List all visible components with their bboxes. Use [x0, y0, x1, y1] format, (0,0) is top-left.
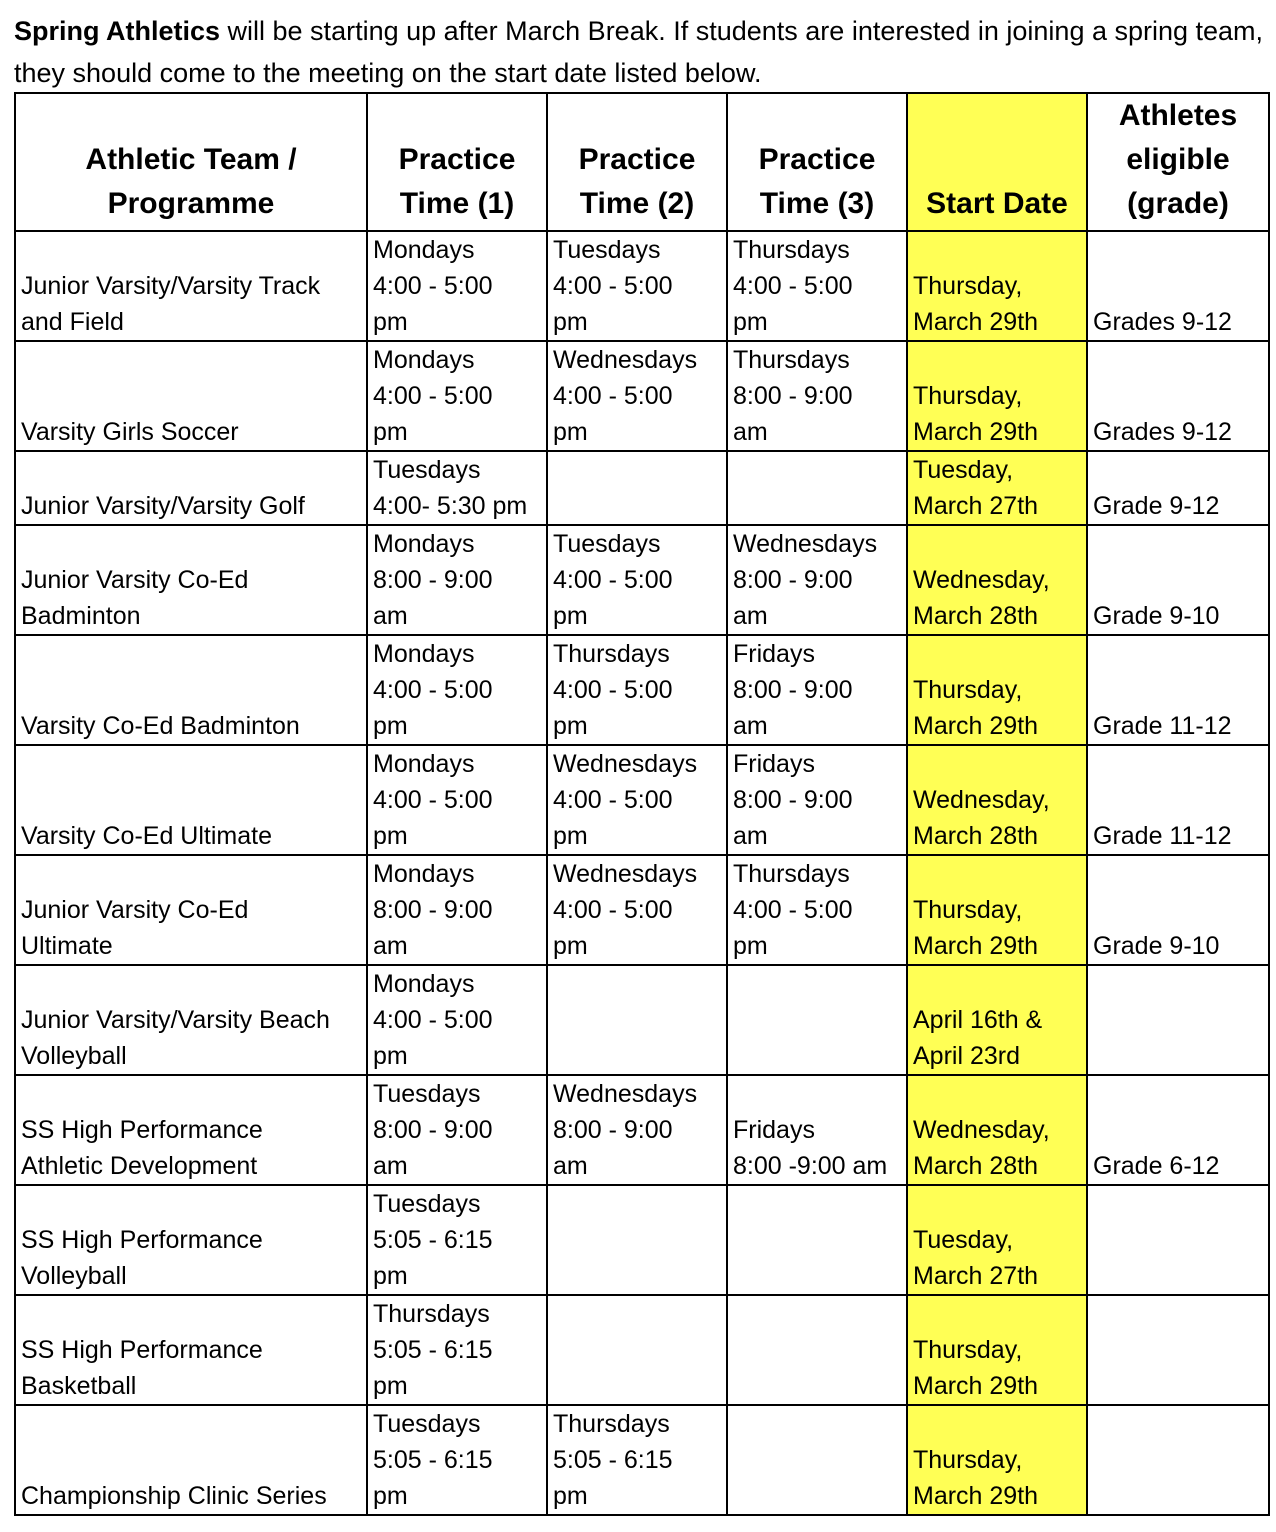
cell-start-date-line: Tuesday, [913, 456, 1014, 484]
cell-practice-time-2-line: 4:00 - 5:00 [553, 896, 673, 924]
header-practice-time-3: Practice Time (3) [727, 93, 907, 231]
cell-practice-time-1-line: pm [373, 1042, 408, 1070]
cell-practice-time-1 [367, 231, 547, 341]
cell-start-date-line: Thursday, [913, 1446, 1023, 1474]
table-row [15, 965, 1269, 1075]
cell-practice-time-3-line: am [733, 418, 768, 446]
cell-start-date [907, 745, 1087, 855]
cell-practice-time-1-line: pm [373, 822, 408, 850]
cell-team-line: Athletic Development [21, 1152, 258, 1180]
cell-team-line: Varsity Girls Soccer [21, 418, 239, 446]
cell-practice-time-2-line: 4:00 - 5:00 [553, 676, 673, 704]
cell-practice-time-1-line: 4:00 - 5:00 [373, 272, 493, 300]
cell-start-date-line: Thursday, [913, 896, 1023, 924]
cell-practice-time-1-line: 4:00 - 5:00 [373, 382, 493, 410]
cell-practice-time-3-line: 4:00 - 5:00 [733, 272, 853, 300]
cell-practice-time-1-line: Mondays [373, 236, 475, 264]
cell-start-date-line: Thursday, [913, 272, 1023, 300]
cell-start-date-line: March 28th [913, 602, 1039, 630]
header-athletes-eligible: Athletes eligible (grade) [1087, 93, 1269, 231]
intro-paragraph [14, 10, 1264, 94]
cell-practice-time-3-line: 8:00 -9:00 am [733, 1152, 888, 1180]
cell-practice-time-2-line: pm [553, 932, 588, 960]
table-row [15, 745, 1269, 855]
cell-team [15, 451, 367, 525]
cell-practice-time-2 [547, 635, 727, 745]
cell-practice-time-2-line: pm [553, 712, 588, 740]
cell-practice-time-1-line: 8:00 - 9:00 [373, 1116, 493, 1144]
cell-practice-time-3 [727, 855, 907, 965]
cell-practice-time-2 [547, 1075, 727, 1185]
cell-start-date [907, 341, 1087, 451]
cell-practice-time-1-line: Tuesdays [373, 1190, 481, 1218]
cell-start-date-line: March 27th [913, 492, 1039, 520]
cell-team [15, 1405, 367, 1515]
cell-practice-time-1 [367, 451, 547, 525]
cell-athletes-eligible [1087, 451, 1269, 525]
cell-start-date-line: March 29th [913, 932, 1039, 960]
cell-start-date-line: April 23rd [913, 1042, 1020, 1070]
cell-practice-time-1-line: Mondays [373, 530, 475, 558]
intro-text: will be starting up after March Break. If students are interested in joining a spring team, they should come to the meeting on the start date listed below. [14, 16, 1264, 88]
cell-practice-time-3-line: Thursdays [733, 236, 850, 264]
cell-practice-time-3-line: Thursdays [733, 860, 850, 888]
cell-team-line: Ultimate [21, 932, 113, 960]
cell-practice-time-3 [727, 525, 907, 635]
cell-practice-time-3-line: Fridays [733, 640, 815, 668]
cell-practice-time-3 [727, 451, 907, 525]
cell-practice-time-2 [547, 1405, 727, 1515]
cell-practice-time-3 [727, 745, 907, 855]
cell-team [15, 525, 367, 635]
cell-practice-time-2-line: 4:00 - 5:00 [553, 272, 673, 300]
cell-practice-time-1-line: Mondays [373, 970, 475, 998]
cell-practice-time-3-line: Fridays [733, 750, 815, 778]
cell-practice-time-2 [547, 451, 727, 525]
cell-practice-time-1-line: 4:00 - 5:00 [373, 1006, 493, 1034]
cell-practice-time-2-line: pm [553, 418, 588, 446]
cell-practice-time-1-line: Tuesdays [373, 1080, 481, 1108]
cell-practice-time-3-line: am [733, 602, 768, 630]
cell-practice-time-2-line: pm [553, 602, 588, 630]
cell-practice-time-1 [367, 1405, 547, 1515]
cell-team-line: Volleyball [21, 1042, 127, 1070]
cell-practice-time-3 [727, 1405, 907, 1515]
cell-team-line: Junior Varsity Co-Ed [21, 566, 249, 594]
cell-start-date-line: March 29th [913, 712, 1039, 740]
cell-athletes-eligible [1087, 1405, 1269, 1515]
cell-team-line: Championship Clinic Series [21, 1482, 327, 1510]
cell-start-date-line: Thursday, [913, 676, 1023, 704]
cell-practice-time-1-line: 8:00 - 9:00 [373, 566, 493, 594]
cell-practice-time-1-line: pm [373, 1482, 408, 1510]
cell-practice-time-2-line: Tuesdays [553, 530, 661, 558]
cell-practice-time-3 [727, 965, 907, 1075]
cell-practice-time-1 [367, 745, 547, 855]
cell-practice-time-3-line: am [733, 712, 768, 740]
cell-practice-time-2 [547, 1185, 727, 1295]
cell-athletes-eligible-line: Grades 9-12 [1093, 308, 1232, 336]
table-row [15, 1185, 1269, 1295]
cell-start-date-line: March 29th [913, 418, 1039, 446]
cell-athletes-eligible [1087, 745, 1269, 855]
cell-team-line: and Field [21, 308, 124, 336]
table-row [15, 341, 1269, 451]
table-row [15, 525, 1269, 635]
header-practice-time-1: Practice Time (1) [367, 93, 547, 231]
cell-athletes-eligible-line: Grades 9-12 [1093, 418, 1232, 446]
cell-practice-time-1-line: pm [373, 1262, 408, 1290]
cell-athletes-eligible-line: Grade 11-12 [1093, 822, 1232, 850]
cell-start-date-line: March 29th [913, 1372, 1039, 1400]
cell-team-line: Varsity Co-Ed Badminton [21, 712, 300, 740]
cell-start-date-line: April 16th & [913, 1006, 1043, 1034]
cell-start-date-line: Thursday, [913, 1336, 1023, 1364]
cell-practice-time-2-line: 4:00 - 5:00 [553, 382, 673, 410]
cell-practice-time-2 [547, 855, 727, 965]
cell-practice-time-1-line: 4:00 - 5:00 [373, 676, 493, 704]
cell-practice-time-3-line: pm [733, 308, 768, 336]
cell-team-line: Junior Varsity/Varsity Beach [21, 1006, 330, 1034]
cell-practice-time-3-line: 4:00 - 5:00 [733, 896, 853, 924]
header-practice-time-2: Practice Time (2) [547, 93, 727, 231]
cell-practice-time-1-line: 5:05 - 6:15 [373, 1226, 493, 1254]
cell-practice-time-2-line: Wednesdays [553, 860, 698, 888]
cell-team [15, 635, 367, 745]
spring-athletics-table [14, 92, 1270, 1516]
cell-practice-time-1-line: am [373, 602, 408, 630]
cell-practice-time-1-line: Thursdays [373, 1300, 490, 1328]
cell-athletes-eligible-line: Grade 6-12 [1093, 1152, 1220, 1180]
cell-practice-time-1-line: 5:05 - 6:15 [373, 1446, 493, 1474]
cell-start-date [907, 525, 1087, 635]
cell-practice-time-3-line: Fridays [733, 1116, 815, 1144]
cell-practice-time-1 [367, 525, 547, 635]
cell-team [15, 231, 367, 341]
cell-start-date-line: Wednesday, [913, 566, 1050, 594]
cell-practice-time-1 [367, 1295, 547, 1405]
cell-start-date-line: March 28th [913, 1152, 1039, 1180]
cell-athletes-eligible-line: Grade 9-10 [1093, 932, 1220, 960]
cell-start-date [907, 1295, 1087, 1405]
cell-practice-time-1-line: Mondays [373, 640, 475, 668]
cell-team-line: Basketball [21, 1372, 137, 1400]
cell-athletes-eligible [1087, 855, 1269, 965]
cell-practice-time-1 [367, 341, 547, 451]
cell-practice-time-1-line: Mondays [373, 750, 475, 778]
table-row [15, 635, 1269, 745]
cell-athletes-eligible-line: Grade 9-10 [1093, 602, 1220, 630]
cell-practice-time-2-line: pm [553, 822, 588, 850]
cell-start-date-line: March 27th [913, 1262, 1039, 1290]
cell-practice-time-3 [727, 1185, 907, 1295]
header-start-date: Start Date [907, 93, 1087, 231]
cell-team-line: Badminton [21, 602, 141, 630]
cell-practice-time-2-line: pm [553, 308, 588, 336]
cell-practice-time-3-line: 8:00 - 9:00 [733, 566, 853, 594]
cell-start-date [907, 451, 1087, 525]
cell-practice-time-3 [727, 1075, 907, 1185]
cell-athletes-eligible-line: Grade 11-12 [1093, 712, 1232, 740]
cell-practice-time-2-line: pm [553, 1482, 588, 1510]
cell-team-line: SS High Performance [21, 1116, 263, 1144]
cell-practice-time-2-line: Thursdays [553, 640, 670, 668]
cell-practice-time-3 [727, 1295, 907, 1405]
cell-practice-time-1-line: Mondays [373, 346, 475, 374]
cell-start-date-line: Wednesday, [913, 1116, 1050, 1144]
cell-practice-time-3-line: 8:00 - 9:00 [733, 382, 853, 410]
intro-bold-lead: Spring Athletics [14, 16, 221, 46]
cell-practice-time-2-line: 4:00 - 5:00 [553, 786, 673, 814]
cell-practice-time-3-line: Thursdays [733, 346, 850, 374]
cell-practice-time-1-line: 8:00 - 9:00 [373, 896, 493, 924]
cell-practice-time-2-line: Tuesdays [553, 236, 661, 264]
cell-practice-time-1-line: 4:00 - 5:00 [373, 786, 493, 814]
cell-start-date-line: March 29th [913, 308, 1039, 336]
cell-start-date-line: Wednesday, [913, 786, 1050, 814]
cell-practice-time-2-line: Wednesdays [553, 346, 698, 374]
cell-team [15, 745, 367, 855]
cell-athletes-eligible [1087, 231, 1269, 341]
cell-practice-time-1 [367, 965, 547, 1075]
cell-athletes-eligible [1087, 341, 1269, 451]
cell-practice-time-2-line: 8:00 - 9:00 [553, 1116, 673, 1144]
cell-practice-time-2-line: Wednesdays [553, 750, 698, 778]
cell-team [15, 965, 367, 1075]
cell-athletes-eligible [1087, 1295, 1269, 1405]
cell-start-date-line: March 29th [913, 1482, 1039, 1510]
cell-practice-time-2 [547, 745, 727, 855]
header-team: Athletic Team / Programme [15, 93, 367, 231]
cell-practice-time-1-line: pm [373, 418, 408, 446]
cell-practice-time-3-line: 8:00 - 9:00 [733, 676, 853, 704]
cell-team-line: Volleyball [21, 1262, 127, 1290]
cell-practice-time-1-line: Tuesdays [373, 1410, 481, 1438]
cell-start-date [907, 855, 1087, 965]
cell-team-line: Varsity Co-Ed Ultimate [21, 822, 272, 850]
cell-team-line: Junior Varsity Co-Ed [21, 896, 249, 924]
table-row [15, 855, 1269, 965]
cell-start-date [907, 1405, 1087, 1515]
cell-team [15, 1075, 367, 1185]
cell-practice-time-1-line: Tuesdays [373, 456, 481, 484]
cell-practice-time-2-line: 4:00 - 5:00 [553, 566, 673, 594]
table-row [15, 1295, 1269, 1405]
cell-practice-time-3-line: am [733, 822, 768, 850]
cell-practice-time-3-line: 8:00 - 9:00 [733, 786, 853, 814]
cell-team-line: Junior Varsity/Varsity Track [21, 272, 321, 300]
cell-practice-time-1 [367, 855, 547, 965]
cell-practice-time-1-line: 4:00- 5:30 pm [373, 492, 528, 520]
cell-practice-time-1-line: pm [373, 1372, 408, 1400]
cell-athletes-eligible [1087, 525, 1269, 635]
cell-practice-time-2-line: am [553, 1152, 588, 1180]
cell-practice-time-1-line: pm [373, 712, 408, 740]
cell-practice-time-3 [727, 231, 907, 341]
cell-team-line: SS High Performance [21, 1226, 263, 1254]
cell-practice-time-2-line: Wednesdays [553, 1080, 698, 1108]
cell-start-date [907, 965, 1087, 1075]
cell-team [15, 1295, 367, 1405]
cell-practice-time-3 [727, 635, 907, 745]
cell-team-line: Junior Varsity/Varsity Golf [21, 492, 305, 520]
cell-practice-time-3-line: Wednesdays [733, 530, 878, 558]
cell-athletes-eligible [1087, 1075, 1269, 1185]
cell-athletes-eligible [1087, 965, 1269, 1075]
cell-team [15, 341, 367, 451]
table-header-row [15, 93, 1269, 231]
cell-athletes-eligible [1087, 1185, 1269, 1295]
cell-practice-time-1 [367, 1075, 547, 1185]
cell-start-date-line: Tuesday, [913, 1226, 1014, 1254]
cell-start-date-line: March 28th [913, 822, 1039, 850]
table-row [15, 1405, 1269, 1515]
cell-athletes-eligible-line: Grade 9-12 [1093, 492, 1220, 520]
cell-start-date [907, 1075, 1087, 1185]
cell-practice-time-1-line: Mondays [373, 860, 475, 888]
cell-team [15, 855, 367, 965]
cell-practice-time-2-line: 5:05 - 6:15 [553, 1446, 673, 1474]
cell-practice-time-2 [547, 231, 727, 341]
cell-start-date-line: Thursday, [913, 382, 1023, 410]
cell-start-date [907, 1185, 1087, 1295]
cell-practice-time-3 [727, 341, 907, 451]
cell-practice-time-3-line: pm [733, 932, 768, 960]
cell-practice-time-2-line: Thursdays [553, 1410, 670, 1438]
table-row [15, 231, 1269, 341]
cell-team [15, 1185, 367, 1295]
cell-practice-time-1 [367, 1185, 547, 1295]
cell-practice-time-2 [547, 965, 727, 1075]
cell-start-date [907, 635, 1087, 745]
cell-practice-time-1-line: 5:05 - 6:15 [373, 1336, 493, 1364]
cell-practice-time-2 [547, 525, 727, 635]
cell-practice-time-2 [547, 341, 727, 451]
table-body [15, 231, 1269, 1515]
cell-practice-time-1-line: pm [373, 308, 408, 336]
cell-practice-time-1 [367, 635, 547, 745]
cell-practice-time-2 [547, 1295, 727, 1405]
cell-start-date [907, 231, 1087, 341]
cell-practice-time-1-line: am [373, 932, 408, 960]
cell-team-line: SS High Performance [21, 1336, 263, 1364]
table-row [15, 1075, 1269, 1185]
table-row [15, 451, 1269, 525]
cell-athletes-eligible [1087, 635, 1269, 745]
cell-practice-time-1-line: am [373, 1152, 408, 1180]
